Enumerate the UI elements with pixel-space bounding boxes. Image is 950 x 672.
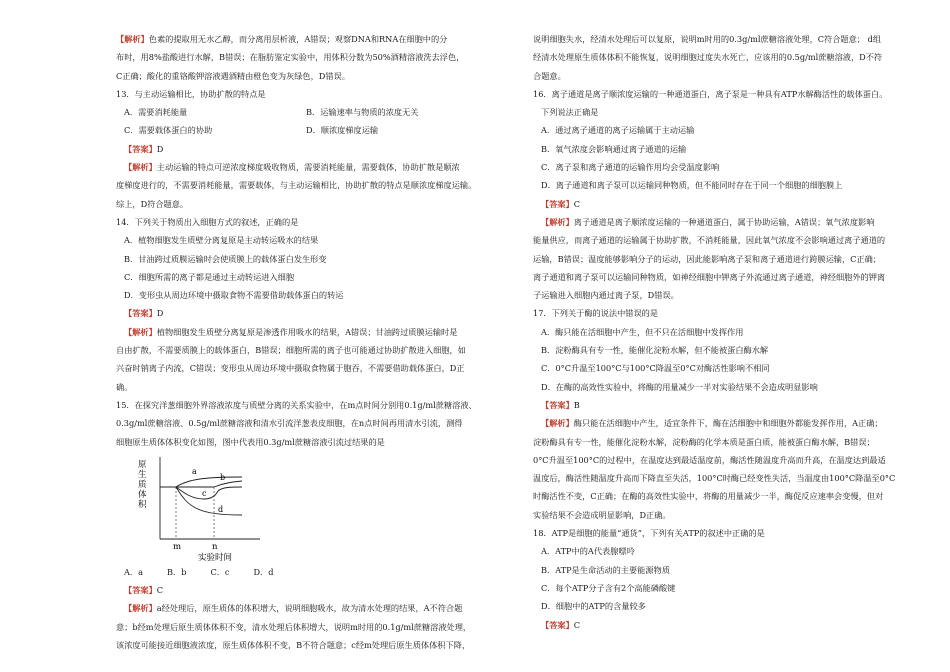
- text-line: 离子通道和离子泵可以运输同种物质，如神经细胞中钾离子外流通过离子通道，神经细胞外的钾离: [533, 271, 886, 282]
- text-line: 经清水处理原生质体体积不能恢复，说明细胞过度失水死亡，应该用的0.5g/ml蔗糖溶液，D不符: [533, 52, 883, 63]
- option-b: B．甘油跨过质膜运输时会使质膜上的载体蛋白发生形变: [124, 253, 327, 264]
- curve-b: [160, 481, 242, 487]
- q12-explanation: [116, 30, 488, 85]
- question-stem: 13．与主动运输相比，协助扩散的特点是: [116, 88, 266, 99]
- option-b: B．ATP是生命活动的主要能源物质: [541, 564, 670, 575]
- answer-line: [533, 195, 905, 213]
- question-15: [116, 396, 488, 654]
- curve-c: [160, 487, 242, 499]
- ylabel-char: 积: [138, 499, 147, 510]
- option-a: A．通过离子通道的离子运输属于主动运输: [541, 125, 695, 136]
- answer-line: [533, 616, 905, 634]
- explanation-label: 【解析】: [541, 418, 574, 429]
- text-line: 实验结果不会造成明显影响，D正确。: [533, 509, 671, 520]
- text-line: 时酶活性不变，C正确；在酶的高效性实验中，将酶的用量减少一半，酶促反应速率会变慢，但对: [533, 491, 884, 502]
- text-line: 说明细胞失水，经清水处理后可以复原，说明m时用的0.3g/ml蔗糖溶液处理，C符合题意； d组: [533, 34, 882, 44]
- text-line: 0°C升温至100°C的过程中，在温度达到最适温度前，酶活性随温度升高而升高，在温度达到最适: [533, 454, 886, 465]
- question-stem: 0.3g/ml蔗糖溶液、0.5g/ml蔗糖溶液和清水引流洋葱表皮细胞，在n点时间再用清水引流，测得: [116, 418, 463, 429]
- question-stem: 14．下列关于物质出入细胞方式的叙述，正确的是: [116, 216, 299, 227]
- option-b: B．氧气浓度会影响通过离子通道的运输: [541, 143, 687, 154]
- explanation-label: 【解析】: [124, 603, 157, 614]
- option-a: A．需要消耗能量: [124, 107, 188, 118]
- options-row: [116, 121, 488, 139]
- answer-label: 【答案】: [541, 619, 574, 630]
- option-a: A．a: [124, 566, 143, 577]
- answer-label: 【答案】: [124, 143, 157, 154]
- question-stem: 18．ATP是细胞的能量“通货”，下列有关ATP的叙述中正确的是: [533, 528, 765, 539]
- volume-figure: [116, 451, 488, 563]
- text-line: [116, 323, 488, 341]
- text-line: [533, 414, 905, 432]
- question-stem: 细胞原生质体体积变化如图，图中代表用0.3g/ml蔗糖溶液引流过结果的是: [116, 436, 385, 447]
- question-18: [533, 524, 905, 634]
- n-label: n: [212, 541, 218, 552]
- text-line: [116, 30, 488, 48]
- options-row: [116, 103, 488, 121]
- option-b: B．淀粉酶具有专一性，能催化淀粉水解，但不能被蛋白酶水解: [541, 345, 769, 356]
- option-a: A．ATP中的A代表腺嘌呤: [541, 546, 635, 557]
- text-line: 温度后，酶活性随温度升高而下降直至失活，100°C时酶已经变性失活，当温度由100°C降温至0°C: [533, 473, 896, 484]
- option-d: D．在酶的高效性实验中，将酶的用量减少一半对实验结果不会造成明显影响: [541, 381, 818, 392]
- answer-value: D: [156, 308, 164, 319]
- option-c: C．每个ATP分子含有2个高能磷酸键: [541, 582, 676, 593]
- curve-label-a: a: [192, 466, 197, 476]
- curve-label-c: c: [202, 488, 207, 498]
- ylabel-char: 体: [138, 489, 147, 500]
- answer-value: C: [156, 585, 164, 596]
- question-stem: 17．下列关于酶的说法中错误的是: [533, 308, 659, 319]
- explanation-label: 【解析】: [541, 216, 574, 227]
- options-row: [116, 563, 488, 581]
- option-d: D．离子通道和离子泵可以运输同种物质，但不能同时存在于同一个细胞的细胞膜上: [541, 180, 843, 191]
- option-c: C．需要载体蛋白的协助: [124, 125, 213, 136]
- explanation-label: 【解析】: [124, 326, 157, 337]
- explanation-text: 植物细胞发生质壁分离复原是渗透作用吸水的结果，A错误；甘油跨过质膜运输时是: [156, 326, 458, 337]
- answer-label: 【答案】: [124, 585, 157, 596]
- text-line: 合题意。: [533, 70, 566, 81]
- question-stem: 下列说法正确是: [541, 107, 599, 118]
- question-17: [533, 304, 905, 524]
- text-line: [116, 599, 488, 617]
- text-line: [116, 158, 488, 176]
- explanation-text: 酶只能在活细胞中产生，适宜条件下，酶在活细胞中和细胞外都能发挥作用，A正确；: [573, 418, 883, 429]
- answer-value: D: [156, 143, 164, 154]
- explanation-text: 色素的提取用无水乙醇，而分离用层析液，A错误；观察DNA和RNA在细胞中的分: [148, 34, 448, 44]
- text-line: 确。: [116, 381, 133, 392]
- answer-value: C: [573, 619, 581, 630]
- question-stem: 15．在探究洋葱细胞外界溶液浓度与质壁分离的关系实验中，在m点时间分别用0.1g/ml蔗糖溶液、: [116, 399, 477, 410]
- text-line: 综上，D符合题意。: [116, 198, 189, 209]
- question-16: [533, 85, 905, 305]
- text-line: 自由扩散，不需要质膜上的载体蛋白，B错误；细胞所需的离子也可能通过协助扩散进入细胞，如: [116, 345, 466, 356]
- option-b: B．运输速率与物质的浓度无关: [306, 107, 419, 118]
- answer-line: [116, 304, 488, 322]
- answer-line: [116, 581, 488, 599]
- curve-label-b: b: [220, 472, 226, 482]
- option-d: D．顺浓度梯度运输: [306, 125, 379, 136]
- ylabel-char: 生: [138, 469, 147, 480]
- option-c: C．c: [210, 566, 230, 577]
- answer-line: [116, 140, 488, 158]
- option-c: C．离子泵和离子通道的运输作用均会受温度影响: [541, 162, 720, 173]
- explanation-text: a经处理后，原生质体的体积增大，说明细胞吸水，故为清水处理的结果，A不符合题: [156, 603, 463, 614]
- option-d: D．d: [253, 566, 274, 577]
- curve-d: [160, 487, 242, 515]
- text-line: [533, 213, 905, 231]
- text-line: 该浓度可能接近细胞液浓度，原生质体体积不变，B不符合题意；c经m处理后原生质体体积下降，: [116, 640, 471, 651]
- answer-label: 【答案】: [541, 399, 574, 410]
- left-column: [116, 30, 488, 654]
- answer-label: 【答案】: [124, 308, 157, 319]
- text-line: 淀粉酶具有专一性，能催化淀粉水解，淀粉酶的化学本质是蛋白质，能被蛋白酶水解，B错误；: [533, 436, 875, 447]
- option-c: C．细胞所需的离子都是通过主动转运进入细胞: [124, 271, 295, 282]
- answer-value: C: [573, 198, 581, 209]
- explanation-label: 【解析】: [116, 34, 149, 44]
- answer-label: 【答案】: [541, 198, 574, 209]
- text-line: C正确；酸化的重铬酸钾溶液遇酒精由橙色变为灰绿色，D错误。: [116, 70, 350, 81]
- q15-explanation-continued: [533, 30, 905, 85]
- answer-value: B: [573, 399, 580, 410]
- option-d: D．细胞中的ATP的含量较多: [541, 601, 646, 612]
- answer-line: [533, 396, 905, 414]
- right-column: [533, 30, 905, 634]
- text-line: 运输，B错误；温度能够影响分子的运动，因此能影响离子泵和离子通道进行跨膜运输，C正确；: [533, 253, 881, 264]
- question-stem: 16．离子通道是离子顺浓度运输的一种通道蛋白，离子泵是一种具有ATP水解酶活性的载体蛋白。: [533, 88, 888, 99]
- question-13: [116, 85, 488, 213]
- option-a: A．植物细胞发生质壁分离复原是主动转运吸水的结果: [124, 235, 319, 246]
- ylabel-char: 质: [138, 479, 147, 490]
- m-label: m: [173, 541, 182, 552]
- text-line: 兴奋时钠离子内流，C错误；变形虫从周边环境中摄取食物属于胞吞，不需要借助载体蛋白，D正: [116, 363, 465, 374]
- explanation-text: 离子通道是离子顺浓度运输的一种通道蛋白，属于协助运输，A错误；氧气浓度影响: [573, 216, 875, 227]
- text-line: 度梯度进行的，不需要消耗能量，需要载体，与主动运输相比，协助扩散的特点是顺浓度梯度运输。: [116, 180, 477, 191]
- text-line: 意；b经m处理后原生质体体积不变，清水处理后体积增大，说明m时用的0.1g/ml蔗糖溶液处理，: [116, 621, 472, 632]
- ylabel-char: 原: [138, 459, 147, 470]
- explanation-label: 【解析】: [124, 162, 157, 173]
- option-c: C．0°C升温至100°C与100°C降温至0°C对酶活性影响不相同: [541, 363, 770, 374]
- volume-chart: [132, 453, 272, 565]
- text-line: 子运输进入细胞内通过离子泵，D错误。: [533, 290, 679, 301]
- curve-a: [160, 477, 242, 487]
- option-d: D．变形虫从周边环境中摄取食物不需要借助载体蛋白的转运: [124, 290, 344, 301]
- text-line: 能量供应，而离子通道的运输属于协助扩散，不消耗能量，因此氧气浓度不会影响通过离子通道的: [533, 235, 886, 246]
- option-b: B．b: [166, 566, 187, 577]
- x-axis-label: 实验时间: [198, 552, 233, 563]
- text-line: 布时，用8%盐酸进行水解，B错误；在脂肪鉴定实验中，用体积分数为50%酒精溶液洗去浮色，: [116, 52, 465, 63]
- question-14: [116, 213, 488, 396]
- curve-label-d: d: [218, 504, 224, 514]
- option-a: A．酶只能在活细胞中产生，但不只在活细胞中发挥作用: [541, 326, 744, 337]
- explanation-text: 主动运输的特点可逆浓度梯度吸收物质，需要消耗能量，需要载体，协助扩散是顺浓: [156, 162, 460, 173]
